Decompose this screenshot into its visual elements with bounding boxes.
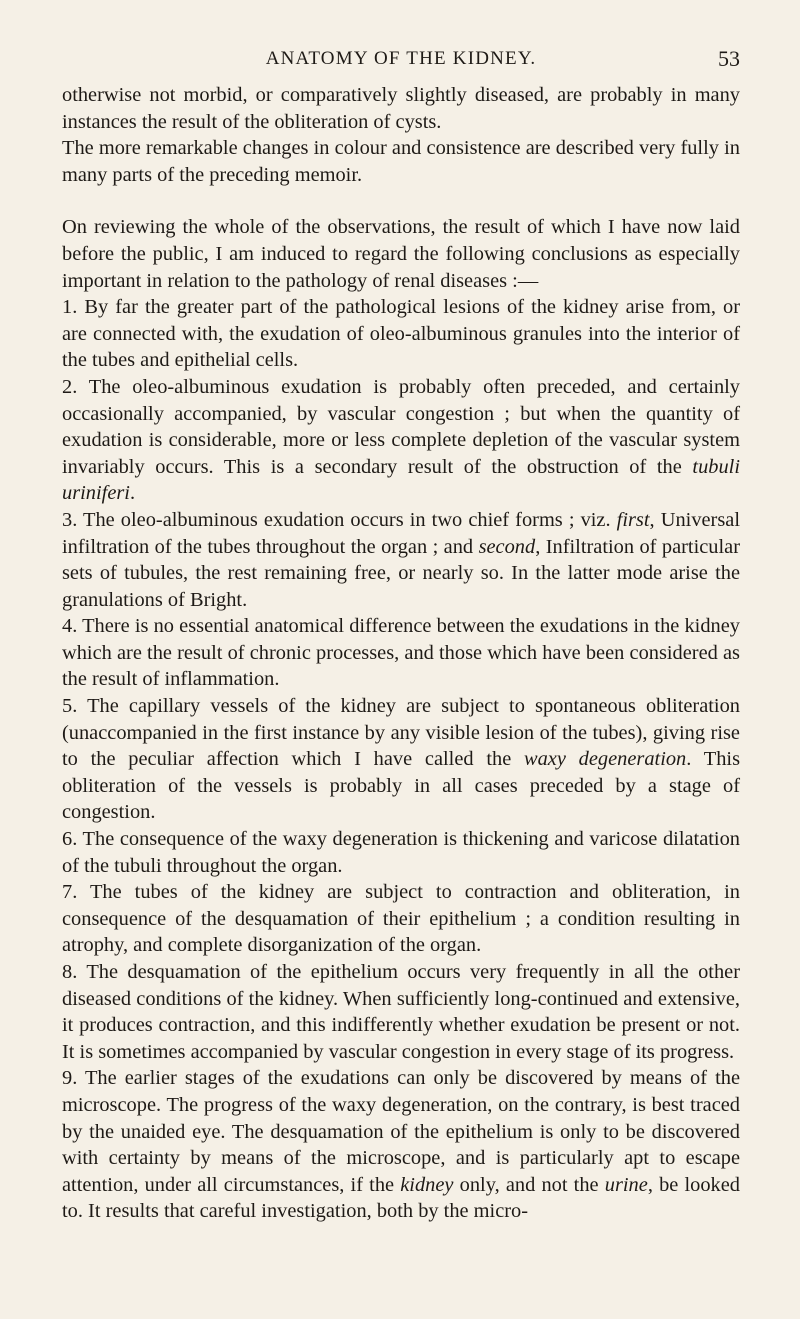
conclusion-item: 3. The oleo-albuminous exudation occurs in two chief forms ; viz. first, Universal infiltration of the tubes throughout the organ ; and second, Infiltration of particular sets of tubules, the rest remaining free, or nearly so. In the latter mode arise the granulations of Bright. [62, 508, 741, 611]
page-header [62, 38, 740, 82]
conclusion-item: 8. The desquamation of the epithelium occurs very frequently in all the other diseased conditions of the kidney. When sufficiently long-continued and extensive, it produces contraction, and this indifferently whether exudation be present or not. It is sometimes accompanied by vascular congestion in every stage of its progress. [62, 961, 740, 1063]
emphasis-second: second [478, 535, 536, 558]
conclusion-item: 9. The earlier stages of the exudations can only be discovered by means of the microscope. The progress of the waxy degeneration, on the contrary, is best traced by the unaided eye. The desquamation of the epithelium is only to be discovered with certainty by means of the microscope, and is particularly apt to escape attention, under all circumstances, if the kidney only, and not the urine, be looked to. It results that careful investigation, both by the micro- [62, 1067, 740, 1223]
conclusion-item: 5. The capillary vessels of the kidney are subject to spontaneous obliteration (unaccompanied in the first instance by any visible lesion of the tubes), giving rise to the peculiar affection which I have called the waxy degeneration. This obliteration of the vessels is probably in all cases preceded by a stage of congestion. [62, 695, 740, 824]
running-head: ANATOMY OF THE KIDNEY. [265, 48, 537, 69]
conclusion-item: 6. The consequence of the waxy degeneration is thickening and varicose dilatation of the tubuli throughout the organ. [62, 828, 740, 877]
conclusion-item: 7. The tubes of the kidney are subject to contraction and obliteration, in consequence of the desquamation of their epithelium ; a condition resulting in atrophy, and complete disorganization of the organ. [62, 881, 740, 957]
conclusion-item: 4. There is no essential anatomical difference between the exudations in the kidney which are the result of chronic processes, and those which have been considered as the result of inflammation. [62, 615, 740, 691]
body-text [62, 82, 740, 1225]
paragraph-colour-changes: The more remarkable changes in colour and consistence are described very fully in many parts of the preceding memoir. [62, 137, 740, 186]
conclusion-item: 1. By far the greater part of the pathological lesions of the kidney arise from, or are connected with, the exudation of oleo-albuminous granules into the interior of the tubes and epithelial cells. [62, 296, 740, 372]
latin-term: tubuli uriniferi [62, 455, 740, 505]
paragraph-conclusions-intro: On reviewing the whole of the observations, the result of which I have now laid before the public, I am induced to regard the following conclusions as especially important in relation to the pathology of renal diseases :— [62, 216, 740, 292]
conclusion-item: 2. The oleo-albuminous exudation is probably often preceded, and certainly occasionally accompanied, by vascular congestion ; but when the quantity of exudation is considerable, more or less complete depletion of the vascular system invariably occurs. This is a secondary result of the obstruction of the tubuli uriniferi. [62, 375, 740, 505]
emphasis-urine: urine [604, 1173, 648, 1196]
emphasis-first: first [616, 508, 650, 531]
emphasis-waxy-degeneration: waxy degeneration [524, 748, 687, 771]
paragraph-continued: otherwise not morbid, or comparatively slightly diseased, are probably in many instances the result of the obliteration of cysts. [62, 84, 740, 133]
page-number: 53 [718, 46, 740, 71]
emphasis-kidney: kidney [400, 1173, 454, 1196]
